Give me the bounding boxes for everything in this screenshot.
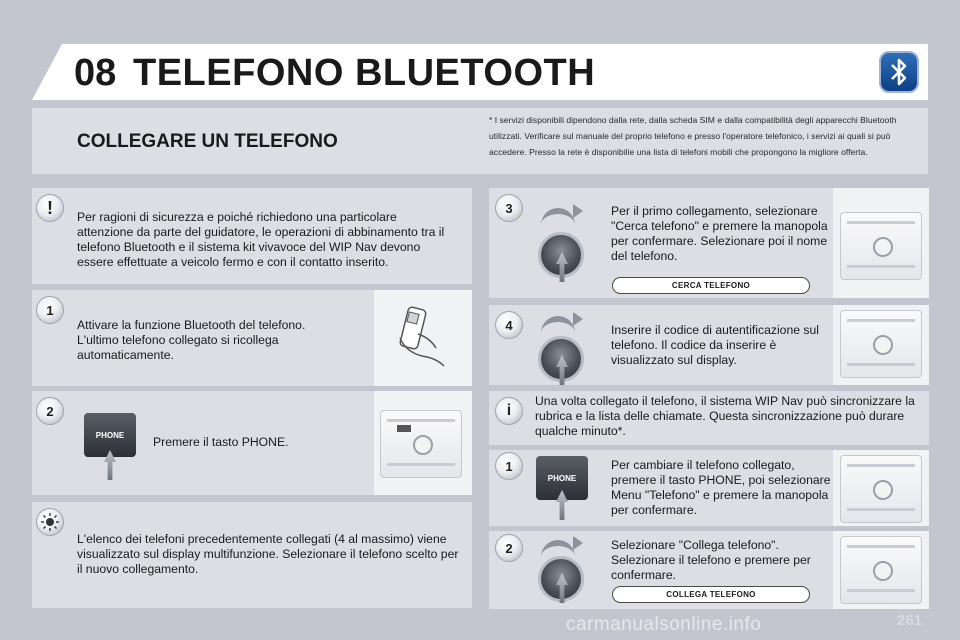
- bluetooth-icon: [879, 51, 919, 93]
- radio-unit-icon: [840, 212, 922, 280]
- phone-button[interactable]: PHONE: [84, 413, 136, 457]
- radio-unit-icon: [840, 536, 922, 604]
- change-step2-text: Selezionare "Collega telefono". Selezionare il telefono e premere per confermare.: [611, 538, 811, 582]
- step2-badge: 2: [36, 397, 64, 425]
- chapter-number: 08: [74, 52, 117, 94]
- warning-icon: !: [36, 194, 64, 222]
- mobile-phone-icon: [396, 304, 452, 370]
- change-step1-badge: 1: [495, 452, 523, 480]
- info-text: Una volta collegato il telefono, il sistema WIP Nav può sincronizzare la rubrica e la lista delle chiamate. Questa sincronizzazione può durare qualche minuto*.: [535, 394, 915, 438]
- radio-unit-icon: [840, 310, 922, 378]
- radio-unit-icon: [840, 455, 922, 523]
- step1-badge: 1: [36, 296, 64, 324]
- radio-unit-icon: [380, 410, 462, 478]
- change-step1-text: Per cambiare il telefono collegato, premere il tasto PHONE, poi selezionare Menu "Telefono" e premere la manopola per confermare.: [611, 458, 831, 517]
- step1-text: Attivare la funzione Bluetooth del telefono. L'ultimo telefono collegato si ricollega automaticamente.: [77, 318, 306, 362]
- warning-text: Per ragioni di sicurezza e poiché richiedono una particolare attenzione da parte del guidatore, le operazioni di abbinamento tra il telefono Bluetooth e il sistema kit vivavoce del WIP Nav devono essere effettuate a veicolo fermo e con il contatto inserito.: [77, 210, 445, 269]
- step4-text: Inserire il codice di autentificazione sul telefono. Il codice da inserire è visualizzato sul display.: [611, 323, 819, 367]
- tip-lightbulb-icon: [36, 508, 64, 536]
- footnote: * I servizi disponibili dipendono dalla rete, dalla scheda SIM e dalla compatibilità degli apparecchi Bluetooth utilizzati. Verificare sul manuale del proprio telefono e presso l'operatore telefonico, i servizi ai quali si può accedere. Presso la rete è disponibilie una lista di telefoni mobili che propongono la migliore offerta.: [489, 115, 897, 157]
- change-step2-badge: 2: [495, 534, 523, 562]
- phone-button[interactable]: PHONE: [536, 456, 588, 500]
- watermark: carmanualsonline.info: [566, 614, 762, 635]
- section-title: COLLEGARE UN TELEFONO: [77, 131, 338, 152]
- step4-badge: 4: [495, 311, 523, 339]
- step3-text: Per il primo collegamento, selezionare "Cerca telefono" e premere la manopola per confermare. Selezionare poi il nome del telefono.: [611, 204, 828, 263]
- step2-text: Premere il tasto PHONE.: [153, 435, 289, 449]
- collega-telefono-label: COLLEGA TELEFONO: [612, 586, 810, 603]
- tip-text: L'elenco dei telefoni precedentemente collegati (4 al massimo) viene visualizzato sul display multifunzione. Selezionare il telefono scelto per il nuovo collegamento.: [77, 532, 459, 576]
- step3-badge: 3: [495, 194, 523, 222]
- cerca-telefono-label: CERCA TELEFONO: [612, 277, 810, 294]
- chapter-title: TELEFONO BLUETOOTH: [133, 52, 596, 94]
- page-number: 261: [897, 612, 923, 629]
- header-tab-corner: [32, 44, 62, 100]
- info-icon: i: [495, 397, 523, 425]
